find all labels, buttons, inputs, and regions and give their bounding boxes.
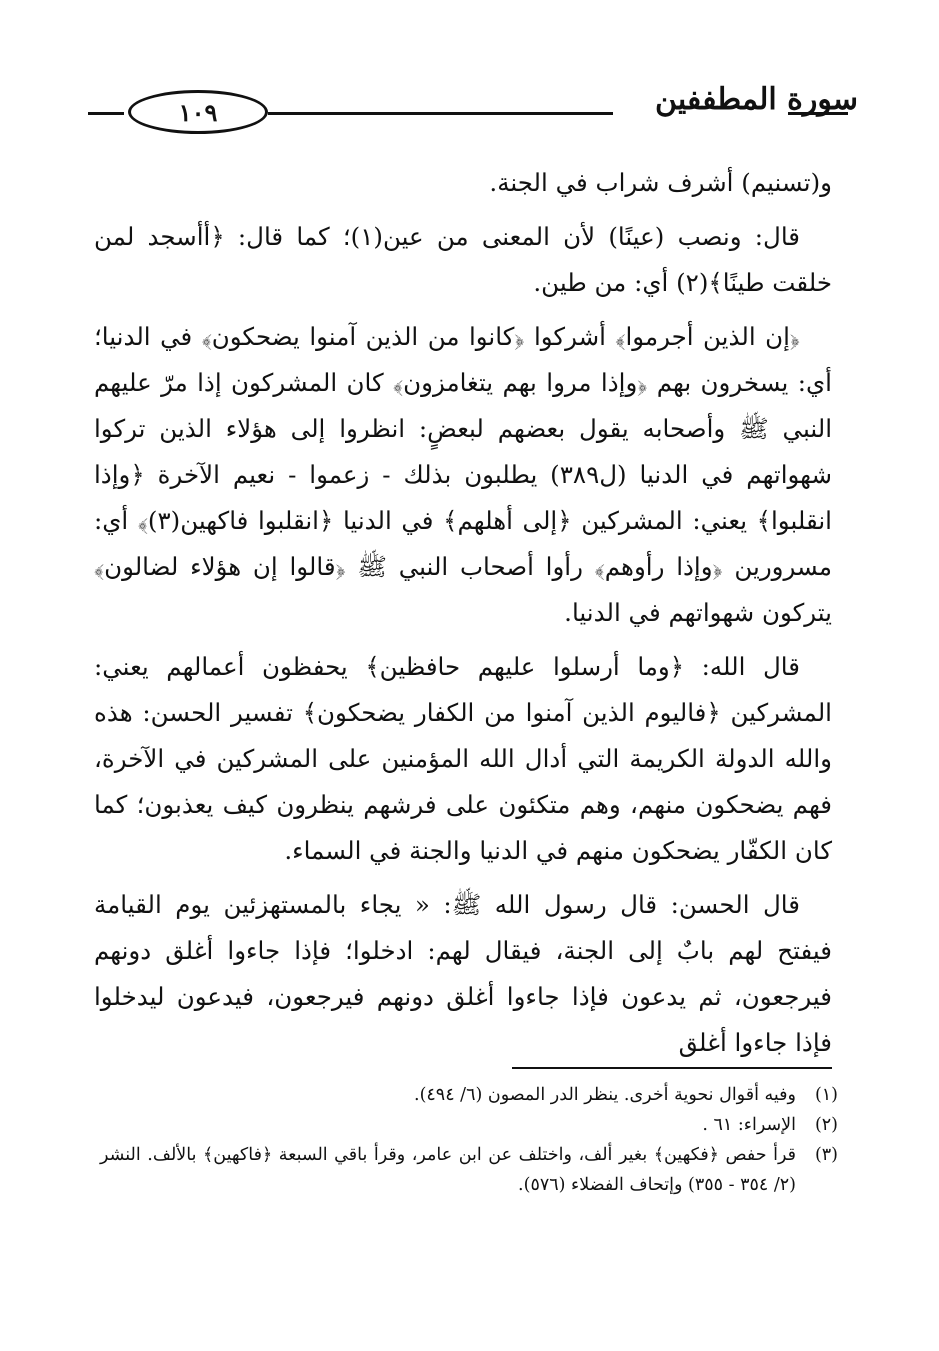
main-text xyxy=(94,160,832,1074)
footnote-number: (٢) xyxy=(814,1115,838,1135)
footnotes xyxy=(100,1080,838,1200)
header-rule-left xyxy=(88,112,124,115)
footnote-number: (١) xyxy=(814,1085,838,1105)
surah-title: سورة المطففين xyxy=(655,82,858,117)
page-number: ١٠٩ xyxy=(128,90,268,134)
page-header xyxy=(88,80,858,140)
footnote xyxy=(100,1110,838,1140)
header-rule-right xyxy=(788,112,848,115)
footnote-text: الإسراء: ٦١ . xyxy=(702,1115,796,1135)
footnote-text: قرأ حفص ﴿فكهين﴾ بغير ألف، واختلف عن ابن عامر، وقرأ باقي السبعة ﴿فاكهين﴾ بالألف. النشر (٢/ ٣٥٤ - ٣٥٥) وإتحاف الفضلاء (٥٧٦). xyxy=(100,1145,796,1195)
footnote xyxy=(100,1140,838,1200)
header-rule-middle xyxy=(268,112,613,115)
paragraph: و(تسنيم) أشرف شراب في الجنة. xyxy=(489,168,832,197)
footnote-divider xyxy=(512,1067,832,1069)
footnote xyxy=(100,1080,838,1110)
paragraph: قال الله: ﴿وما أرسلوا عليهم حافظين﴾ يحفظون أعمالهم يعني: المشركين ﴿فاليوم الذين آمنوا من الكفار يضحكون﴾ تفسير الحسن: هذه والله الدولة الكريمة التي أدال الله المؤمنين على المشركين في الآخرة، فهم يضحكون منهم، وهم متكئون على فرشهم ينظرون كيف يعذبون؛ كما كان الكفّار يضحكون منهم في الدنيا والجنة في السماء. xyxy=(94,652,832,865)
paragraph: ﴿إن الذين أجرموا﴾ أشركوا ﴿كانوا من الذين آمنوا يضحكون﴾ في الدنيا؛ أي: يسخرون بهم ﴿وإذا مروا بهم يتغامزون﴾ كان المشركون إذا مرّ عليهم النبي ﷺ وأصحابه يقول بعضهم لبعضٍ: انظروا إلى هؤلاء الذين تركوا شهواتهم في الدنيا (ل٣٨٩) يطلبون بذلك - زعموا - نعيم الآخرة ﴿وإذا انقلبوا﴾ يعني: المشركين ﴿إلى أهلهم﴾ في الدنيا ﴿انقلبوا فاكهين(٣)﴾ أي: مسرورين ﴿وإذا رأوهم﴾ رأوا أصحاب النبي ﷺ ﴿قالوا إن هؤلاء لضالون﴾ يتركون شهواتهم في الدنيا. xyxy=(94,322,832,627)
footnote-number: (٣) xyxy=(814,1145,838,1165)
footnote-text: وفيه أقوال نحوية أخرى. ينظر الدر المصون (٦/ ٤٩٤). xyxy=(414,1085,796,1105)
paragraph: قال الحسن: قال رسول الله ﷺ: « يجاء بالمستهزئين يوم القيامة فيفتح لهم بابٌ إلى الجنة، فيقال لهم: ادخلوا؛ فإذا جاءوا أغلق دونهم فيرجعون، ثم يدعون فإذا جاءوا أغلق دونهم فيرجعون، فيدعون ليدخلوا فإذا جاءوا أغلق xyxy=(94,890,832,1057)
paragraph: قال: ونصب (عينًا) لأن المعنى من عين(١)؛ كما قال: ﴿أأسجد لمن خلقت طينًا﴾(٢) أي: من طين. xyxy=(94,222,832,297)
